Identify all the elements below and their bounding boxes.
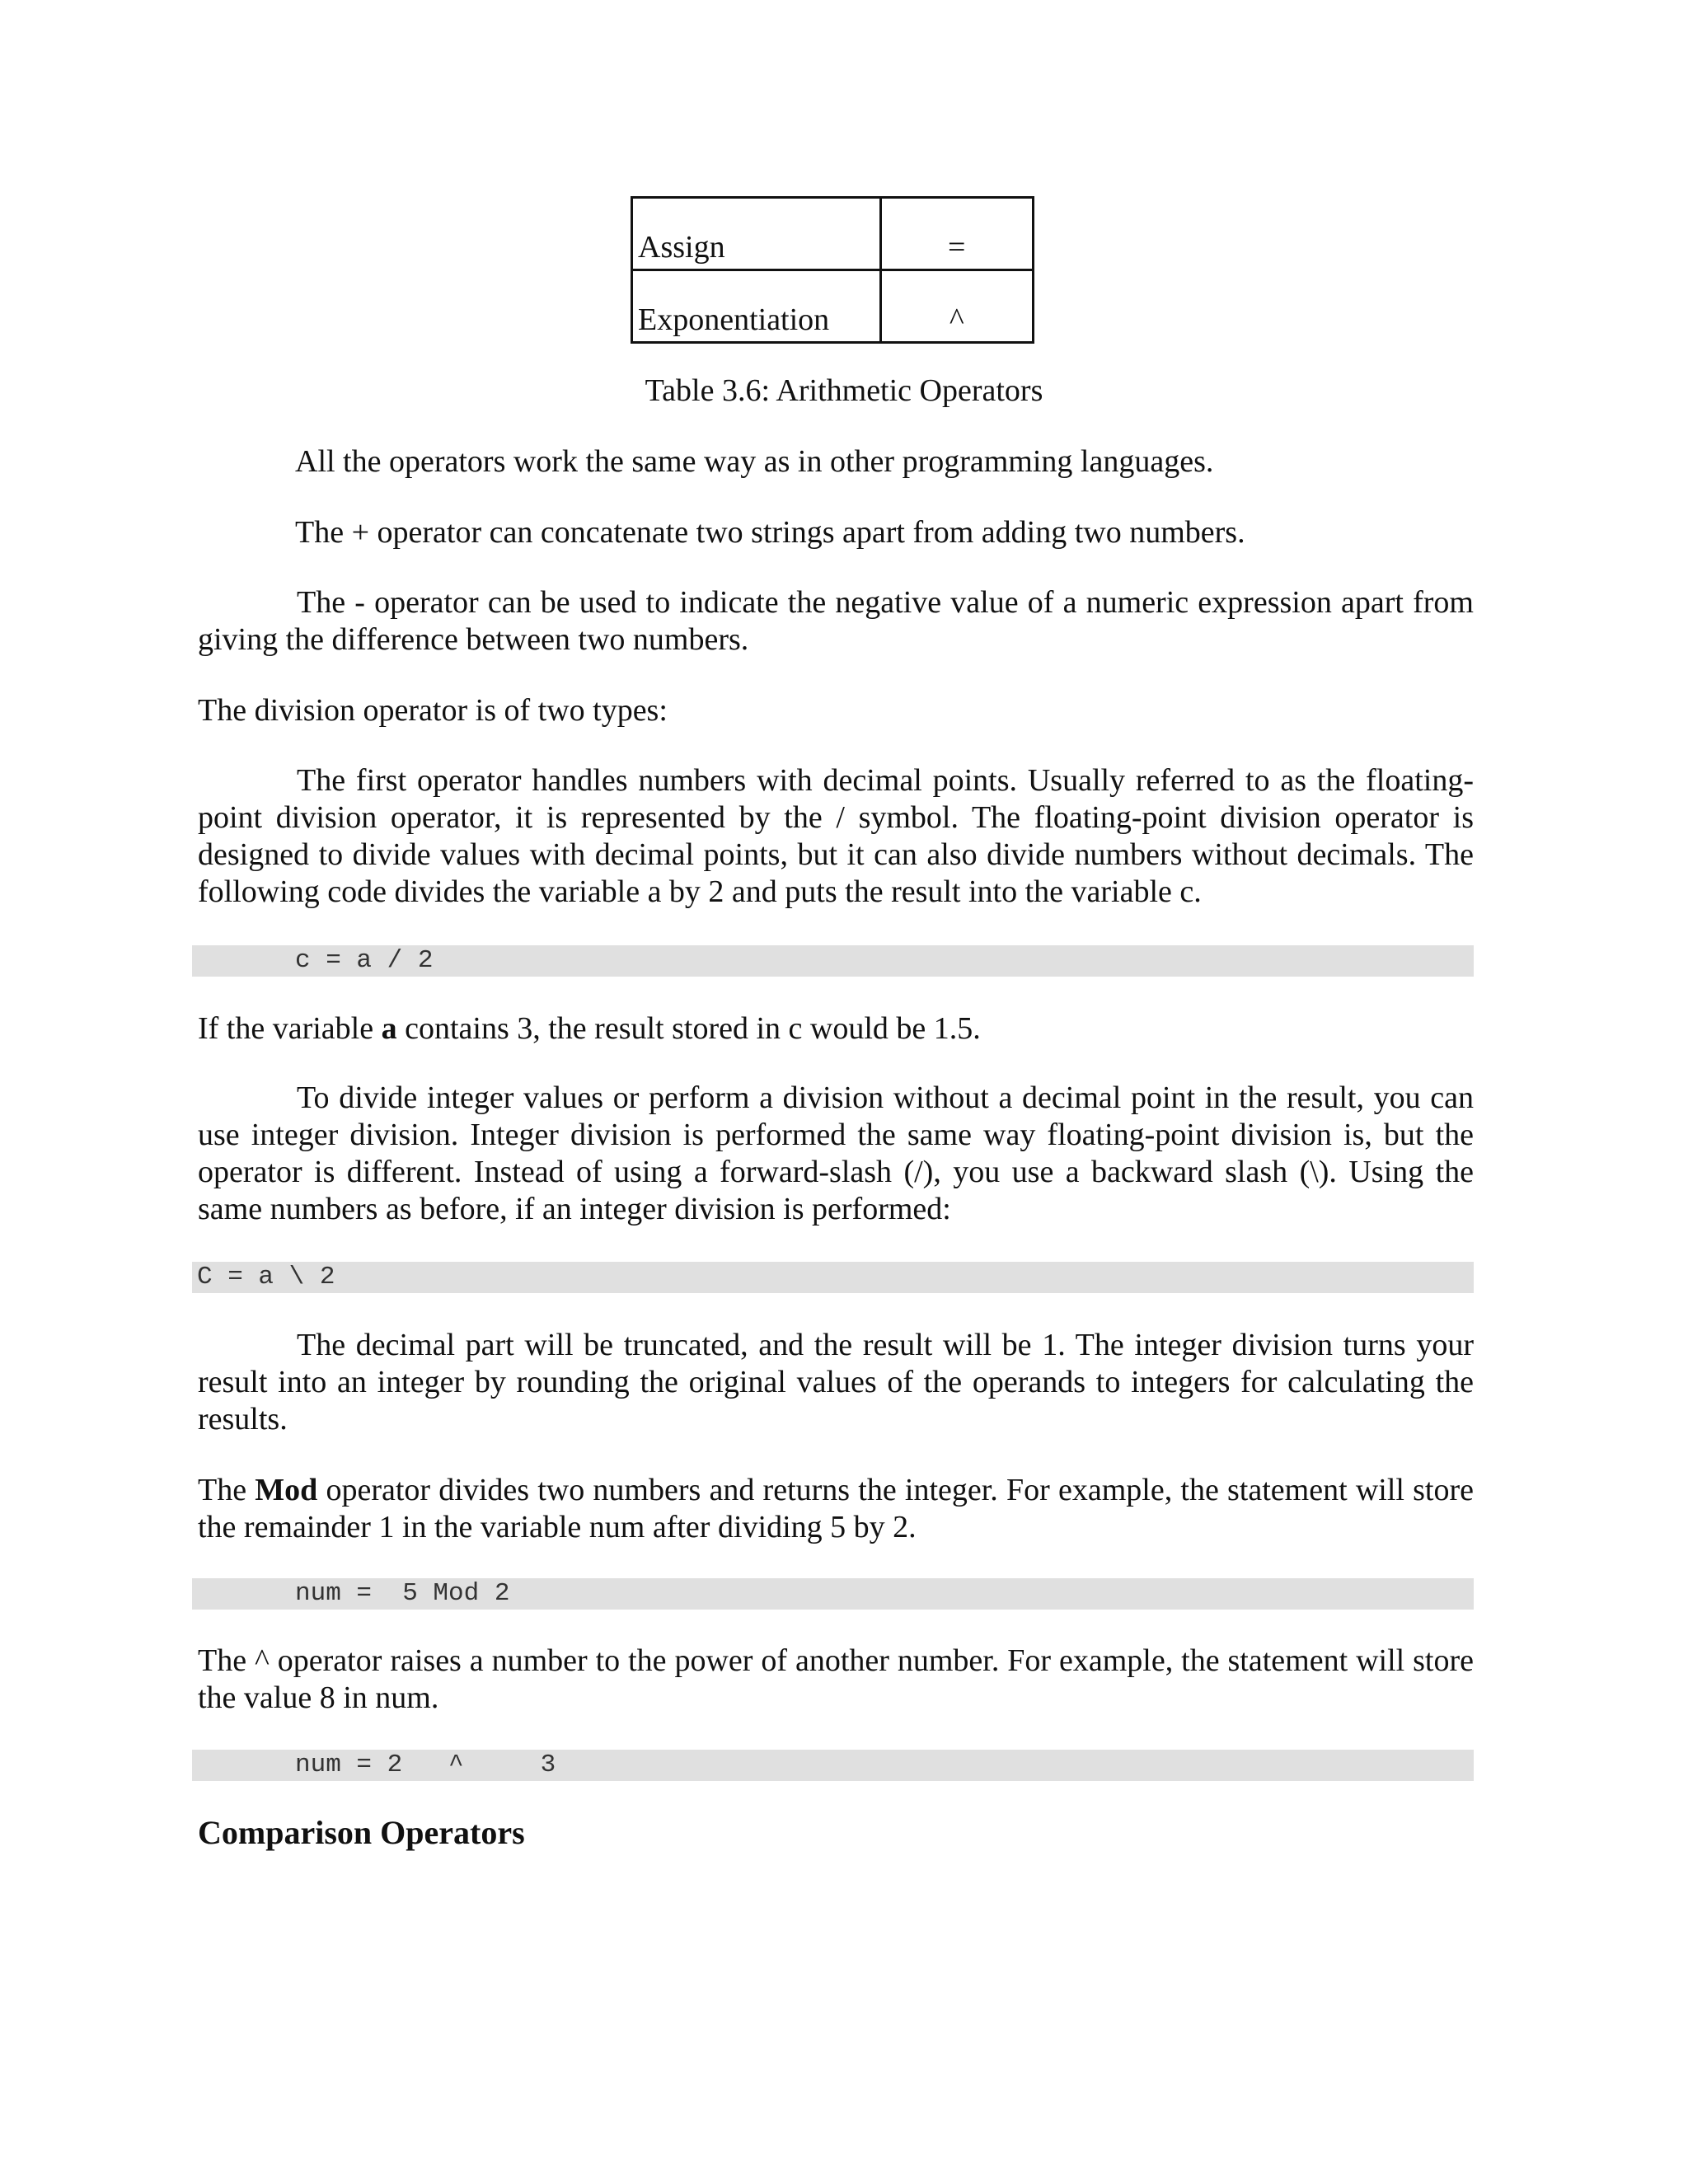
paragraph-text: The: [198, 1473, 256, 1507]
code-block: num = 5 Mod 2: [192, 1578, 1474, 1610]
paragraph: The ^ operator raises a number to the power of another number. For example, the statement will store the value 8 in num.: [198, 1643, 1474, 1715]
paragraph: The decimal part will be truncated, and the result will be 1. The integer division turns your result into an integer by rounding the original values of the operands to integers for calculating the results.: [198, 1328, 1474, 1436]
paragraph: The + operator can concatenate two strings apart from adding two numbers.: [295, 515, 1245, 550]
operator-symbol-cell: =: [880, 198, 1033, 270]
paragraph: All the operators work the same way as in other programming languages.: [295, 444, 1214, 479]
table-row: [632, 270, 1034, 343]
operators-table: [631, 196, 1034, 344]
section-heading: Comparison Operators: [198, 1814, 525, 1851]
paragraph: [198, 1010, 1474, 1047]
operator-name-cell: Assign: [632, 198, 881, 270]
table-row: [632, 198, 1034, 270]
code-block: C = a \ 2: [192, 1262, 1474, 1293]
code-block: c = a / 2: [192, 945, 1474, 977]
paragraph-text: If the variable: [198, 1011, 382, 1046]
bold-operator: Mod: [255, 1473, 318, 1507]
paragraph: The first operator handles numbers with decimal points. Usually referred to as the floating-point division operator, it is represented by the / symbol. The floating-point division operator is designed to divide values with decimal points, but it can also divide numbers without decimals. The following code divides the variable a by 2 and puts the result into the variable c.: [198, 763, 1474, 909]
paragraph: [198, 1472, 1474, 1546]
paragraph-text: operator divides two numbers and returns the integer. For example, the statement will store the remainder 1 in the variable num after dividing 5 by 2.: [198, 1473, 1474, 1544]
paragraph: The - operator can be used to indicate the negative value of a numeric expression apart from giving the difference between two numbers.: [198, 585, 1474, 657]
table-caption: Table 3.6: Arithmetic Operators: [645, 373, 1043, 408]
paragraph: The division operator is of two types:: [198, 693, 668, 728]
operator-name-cell: Exponentiation: [632, 270, 881, 343]
paragraph: To divide integer values or perform a division without a decimal point in the result, you can use integer division. Integer division is performed the same way floating-point division is, but the operator is different. Instead of using a forward-slash (/), you use a backward slash (\). Using the same numbers as before, if an integer division is performed:: [198, 1080, 1474, 1226]
bold-variable: a: [381, 1011, 397, 1046]
paragraph-text: contains 3, the result stored in c would be 1.5.: [396, 1011, 981, 1046]
operator-symbol-cell: ^: [880, 270, 1033, 343]
code-block: num = 2 ^ 3: [192, 1750, 1474, 1781]
